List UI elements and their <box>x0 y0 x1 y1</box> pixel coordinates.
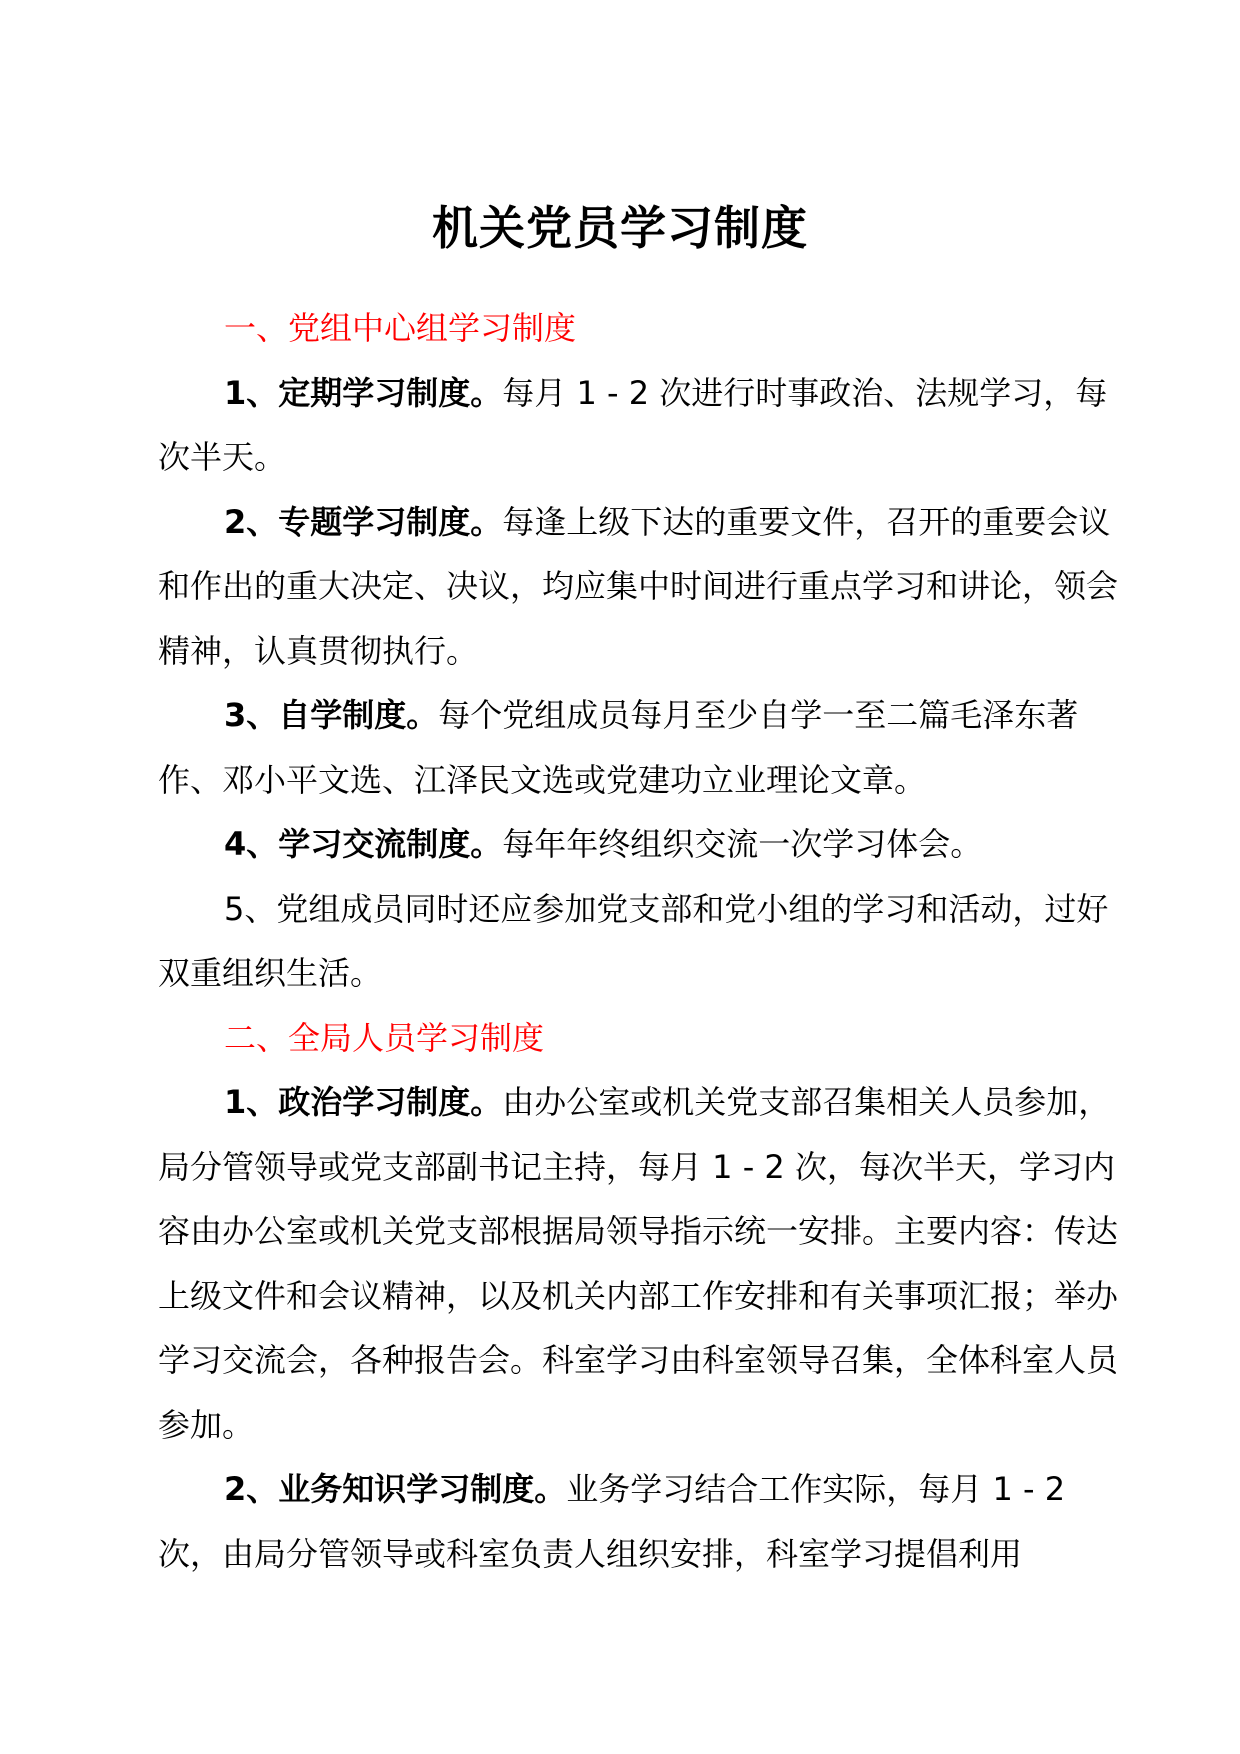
item-lead: 1、定期学习制度。 <box>224 373 503 412</box>
document-body <box>158 296 1118 1586</box>
item-text: 每逢上级下达的重要文件，召开的重要会议和作出的重大决定、决议，均应集中时间进行重点学习和讲论，领会精神，认真贯彻执行。 <box>158 502 1119 670</box>
section-heading: 二、全局人员学习制度 <box>224 1018 545 1057</box>
item-text: 业务学习结合工作实际，每月 1 - 2 次，由局分管领导或科室负责人组织安排，科室学习提倡利用 <box>158 1470 1066 1573</box>
section-heading: 一、党组中心组学习制度 <box>224 309 577 347</box>
paragraph <box>158 877 1118 1006</box>
item-text: 5、党组成员同时还应参加党支部和党小组的学习和活动，过好双重组织生活。 <box>158 889 1109 992</box>
paragraph <box>158 490 1118 684</box>
item-lead: 2、专题学习制度。 <box>224 502 503 541</box>
item-text: 每年年终组织交流一次学习体会。 <box>502 825 983 863</box>
item-text: 每个党组成员每月至少自学一至二篇毛泽东著作、邓小平文选、江泽民文选或党建功立业理论文章。 <box>158 696 1079 799</box>
paragraph <box>158 1457 1118 1586</box>
paragraph <box>158 1070 1118 1457</box>
document-title: 机关党员学习制度 <box>432 201 808 255</box>
paragraph <box>158 812 1118 877</box>
item-lead: 2、业务知识学习制度。 <box>224 1470 567 1508</box>
item-lead: 1、政治学习制度。 <box>224 1083 503 1121</box>
item-lead: 3、自学制度。 <box>224 696 439 734</box>
item-text: 每月 1 - 2 次进行时事政治、法规学习，每次半天。 <box>158 373 1108 476</box>
item-lead: 4、学习交流制度。 <box>224 825 503 863</box>
paragraph <box>158 683 1118 812</box>
item-text: 由办公室或机关党支部召集相关人员参加，局分管领导或党支部副书记主持，每月 1 - 2 次，每次半天，学习内容由办公室或机关党支部根据局领导指示统一安排。主要内容：传达上级文件和会议精神，以及机关内部工作安排和有关事项汇报；举办学习交流会，各种报告会。科室学习由科室领导召集，全体科室人员参加。 <box>158 1083 1119 1444</box>
paragraph <box>158 361 1118 490</box>
